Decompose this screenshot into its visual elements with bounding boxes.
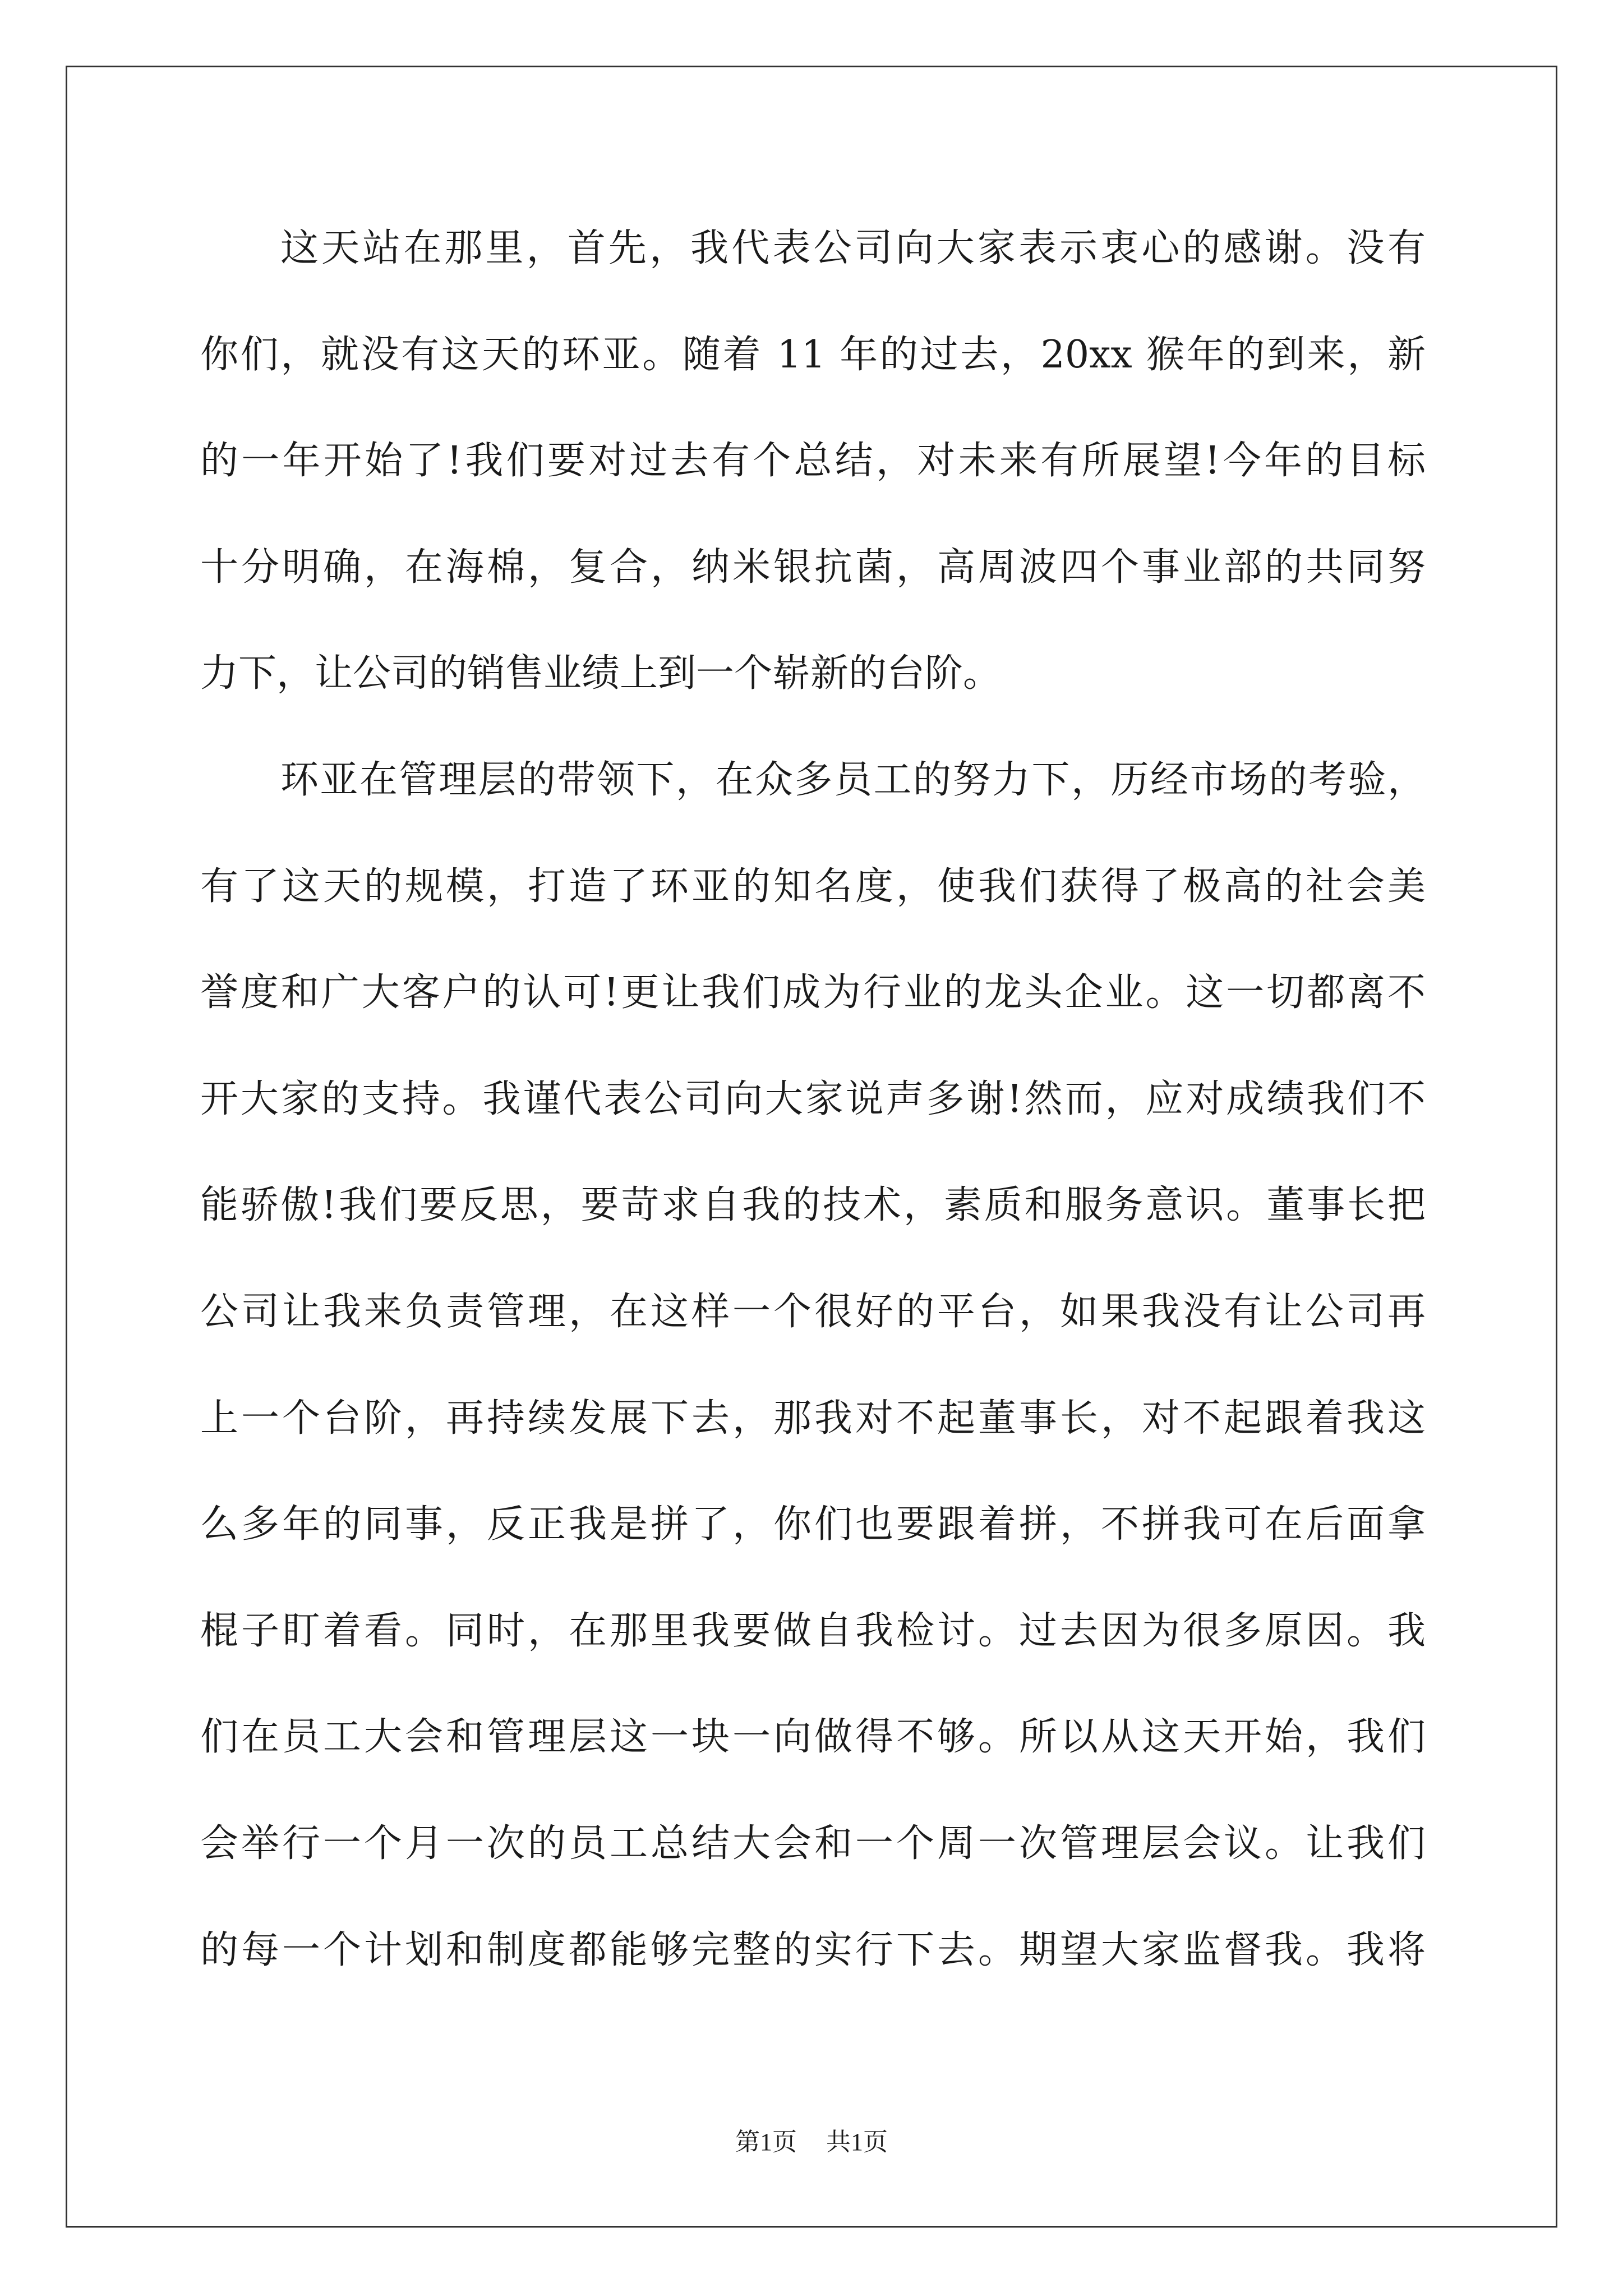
document-body bbox=[200, 195, 1426, 2003]
paragraph-2 bbox=[200, 727, 1426, 2003]
text-line: 环亚在管理层的带领下，在众多员工的努力下，历经市场的考验， bbox=[280, 757, 1426, 802]
page-footer bbox=[0, 2125, 1623, 2159]
text-line: 么多年的同事，反正我是拼了，你们也要跟着拼，不拼我可在后面拿 bbox=[200, 1502, 1426, 1547]
text-line: 们在员工大会和管理层这一块一向做得不够。所以从这天开始，我们 bbox=[200, 1715, 1426, 1760]
text-line: 上一个台阶，再持续发展下去，那我对不起董事长，对不起跟着我这 bbox=[200, 1396, 1426, 1441]
text-line: 你们，就没有这天的环亚。随着 11 年的过去，20xx 猴年的到来，新 bbox=[200, 332, 1426, 377]
text-line: 开大家的支持。我谨代表公司向大家说声多谢!然而，应对成绩我们不 bbox=[200, 1076, 1426, 1121]
paragraph-1 bbox=[200, 195, 1426, 727]
text-line: 誉度和广大客户的认可!更让我们成为行业的龙头企业。这一切都离不 bbox=[200, 970, 1426, 1015]
text-line: 力下，让公司的销售业绩上到一个崭新的台阶。 bbox=[200, 651, 1002, 696]
page-number: 第1页 bbox=[735, 2128, 797, 2156]
page-total: 共1页 bbox=[826, 2128, 888, 2156]
text-line: 的每一个计划和制度都能够完整的实行下去。期望大家监督我。我将 bbox=[200, 1927, 1426, 1972]
text-line: 能骄傲!我们要反思，要苛求自我的技术，素质和服务意识。董事长把 bbox=[200, 1183, 1426, 1228]
text-line: 十分明确，在海棉，复合，纳米银抗菌，高周波四个事业部的共同努 bbox=[200, 545, 1426, 590]
text-line: 会举行一个月一次的员工总结大会和一个周一次管理层会议。让我们 bbox=[200, 1821, 1426, 1866]
text-line: 有了这天的规模，打造了环亚的知名度，使我们获得了极高的社会美 bbox=[200, 864, 1426, 909]
text-line: 的一年开始了!我们要对过去有个总结，对未来有所展望!今年的目标 bbox=[200, 439, 1426, 484]
text-line: 棍子盯着看。同时，在那里我要做自我检讨。过去因为很多原因。我 bbox=[200, 1608, 1426, 1653]
text-line: 这天站在那里，首先，我代表公司向大家表示衷心的感谢。没有 bbox=[280, 226, 1426, 270]
text-line: 公司让我来负责管理，在这样一个很好的平台，如果我没有让公司再 bbox=[200, 1289, 1426, 1334]
